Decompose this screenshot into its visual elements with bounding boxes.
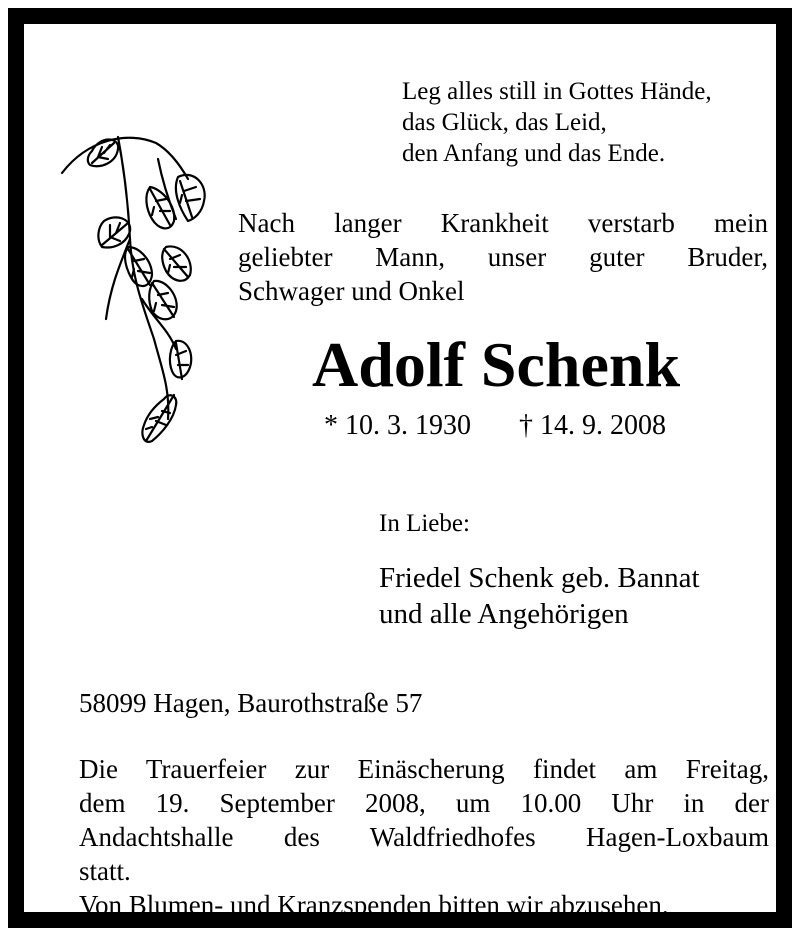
death-date: † 14. 9. 2008 [519,410,666,441]
ceremony-info [79,752,769,922]
ceremony-line: Von Blumen- und Kranzspenden bitten wir abzusehen. [79,890,669,920]
birch-branch-icon [58,129,218,459]
intro-text [238,206,768,308]
ceremony-line: Andachtshalle des Waldfriedhofes Hagen-Loxbaum [79,822,769,852]
poem-line: den Anfang und das Ende. [402,140,666,167]
intro-line: Schwager und Onkel [238,276,465,306]
greeting: In Liebe: [379,510,470,537]
poem-line: das Glück, das Leid, [402,109,607,136]
poem [402,76,712,169]
mourner-line: Friedel Schenk geb. Bannat [379,562,700,594]
ceremony-line: Die Trauerfeier zur Einäscherung findet am Freitag, [79,754,769,784]
address: 58099 Hagen, Baurothstraße 57 [79,688,423,718]
ceremony-line: statt. [79,856,131,886]
mourners [379,560,700,632]
life-dates [324,409,666,443]
deceased-name: Adolf Schenk [312,329,681,400]
birth-date: * 10. 3. 1930 [324,410,471,441]
obituary-frame [8,8,792,928]
intro-line: geliebter Mann, unser guter Bruder, [238,242,768,272]
intro-line: Nach langer Krankheit verstarb mein [238,208,768,238]
poem-line: Leg alles still in Gottes Hände, [402,78,712,105]
ceremony-line: dem 19. September 2008, um 10.00 Uhr in der [79,788,769,818]
mourner-line: und alle Angehörigen [379,598,629,630]
